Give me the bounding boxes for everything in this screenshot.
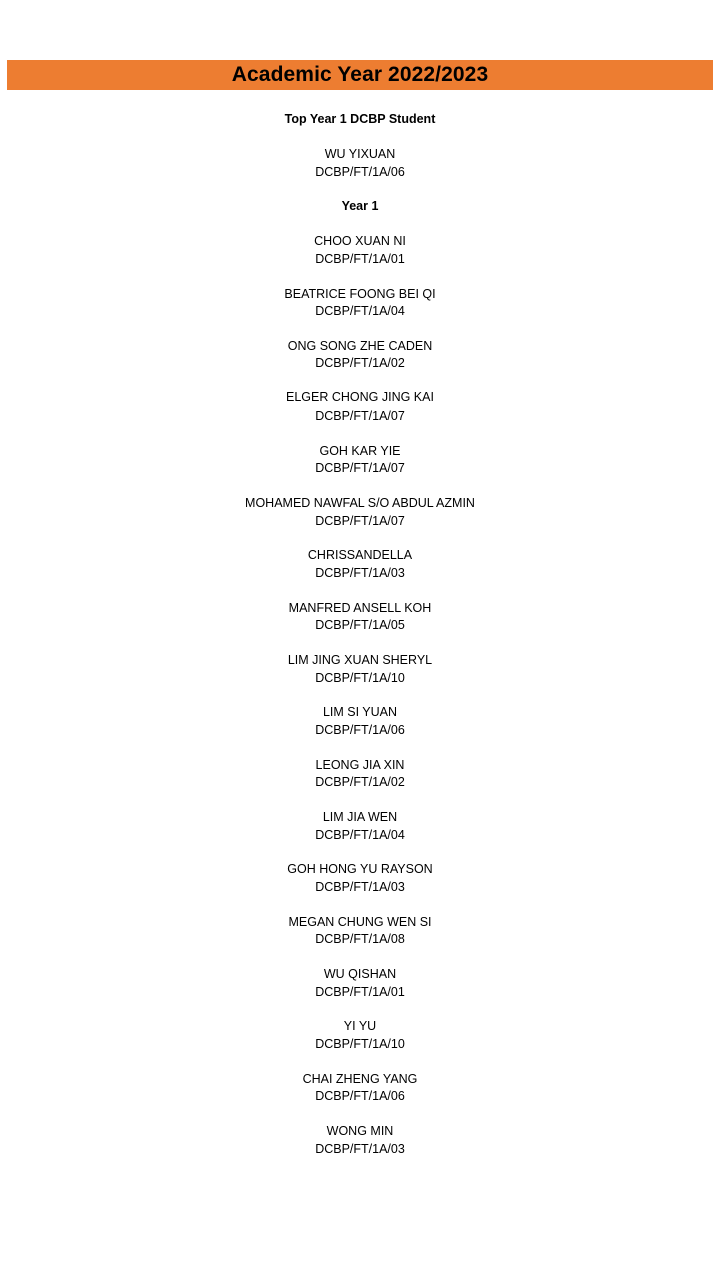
student-class: DCBP/FT/1A/03 [315,880,405,894]
student-name: LIM JIA WEN [322,810,398,824]
student-class: DCBP/FT/1A/06 [315,1089,405,1103]
student-class: DCBP/FT/1A/03 [315,1142,405,1156]
student-name: YI YU [343,1019,377,1033]
student-name: BEATRICE FOONG BEI QI [284,287,436,301]
student-class: DCBP/FT/1A/04 [315,828,405,842]
student-class: DCBP/FT/1A/08 [315,932,405,946]
student-class: DCBP/FT/1A/01 [315,252,405,266]
student-name: MANFRED ANSELL KOH [288,601,432,615]
year1-heading: Year 1 [341,199,379,213]
student-name: GOH KAR YIE [319,444,401,458]
student-name: MOHAMED NAWFAL S/O ABDUL AZMIN [245,496,475,510]
student-class: DCBP/FT/1A/03 [315,566,405,580]
student-name: MEGAN CHUNG WEN SI [288,915,432,929]
student-name: LIM JING XUAN SHERYL [287,653,433,667]
student-class: DCBP/FT/1A/06 [315,723,405,737]
student-name: CHAI ZHENG YANG [302,1072,418,1086]
student-name: LEONG JIA XIN [315,758,405,772]
student-class: DCBP/FT/1A/01 [315,985,405,999]
student-name: LIM SI YUAN [322,705,398,719]
top-student-class: DCBP/FT/1A/06 [315,165,405,179]
top-student-heading: Top Year 1 DCBP Student [284,112,436,126]
student-name: CHRISSANDELLA [307,548,413,562]
student-name: WONG MIN [326,1124,394,1138]
student-class: DCBP/FT/1A/07 [315,461,405,475]
header-bar [7,60,713,90]
student-class: DCBP/FT/1A/04 [315,304,405,318]
top-student-name: WU YIXUAN [324,147,396,161]
student-class: DCBP/FT/1A/10 [315,1037,405,1051]
student-class: DCBP/FT/1A/10 [315,671,405,685]
student-class: DCBP/FT/1A/02 [315,356,405,370]
student-class: DCBP/FT/1A/02 [315,775,405,789]
student-name: GOH HONG YU RAYSON [287,862,433,876]
page-title: Academic Year 2022/2023 [231,63,489,86]
student-name: CHOO XUAN NI [314,234,406,248]
student-name: WU QISHAN [323,967,397,981]
student-class: DCBP/FT/1A/07 [315,409,405,423]
student-name: ONG SONG ZHE CADEN [287,339,433,353]
student-name: ELGER CHONG JING KAI [286,390,434,404]
student-class: DCBP/FT/1A/05 [315,618,405,632]
student-class: DCBP/FT/1A/07 [315,514,405,528]
